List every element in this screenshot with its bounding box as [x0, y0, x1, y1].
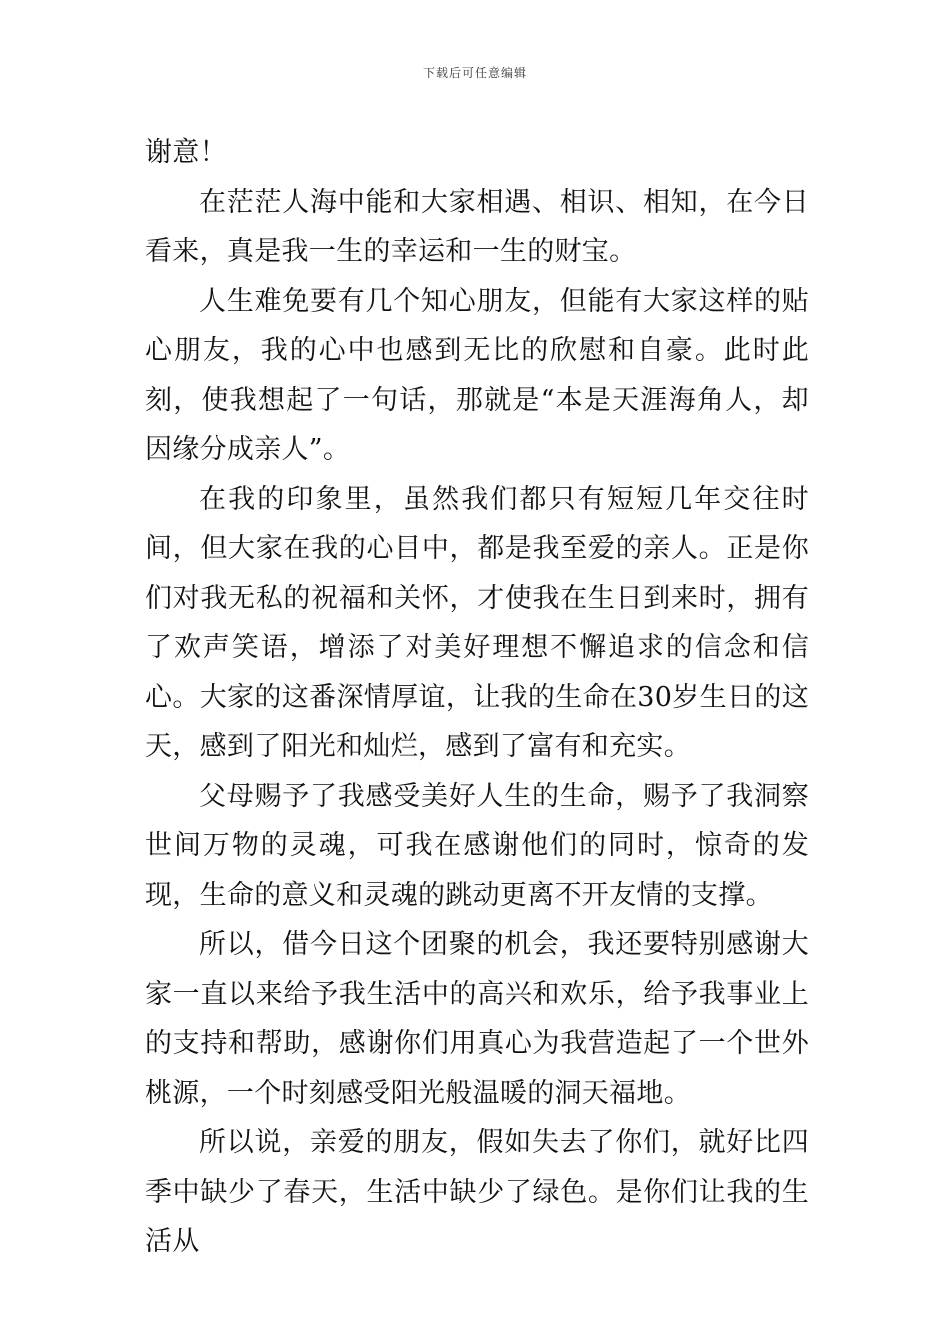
- body-text: [145, 128, 809, 1267]
- paragraph-7: 所以说，亲爱的朋友，假如失去了你们，就好比四季中缺少了春天，生活中缺少了绿色。是你们让我的生活从: [145, 1127, 809, 1257]
- header-note: 下载后可任意编辑: [422, 66, 527, 80]
- paragraph-4: 在我的印象里，虽然我们都只有短短几年交往时间，但大家在我的心目中，都是我至爱的亲人。正是你们对我无私的祝福和关怀，才使我在生日到来时，拥有了欢声笑语，增添了对美好理想不懈追求的信念和信心。大家的这番深情厚谊，让我的生命在30岁生日的这天，感到了阳光和灿烂，感到了富有和充实。: [145, 483, 809, 762]
- paragraph-2: 在茫茫人海中能和大家相遇、相识、相知，在今日看来，真是我一生的幸运和一生的财宝。: [145, 186, 809, 267]
- paragraph-6: 所以，借今日这个团聚的机会，我还要特别感谢大家一直以来给予我生活中的高兴和欢乐，给予我事业上的支持和帮助，感谢你们用真心为我营造起了一个世外桃源，一个时刻感受阳光般温暖的洞天福地。: [145, 929, 809, 1109]
- paragraph-3: 人生难免要有几个知心朋友，但能有大家这样的贴心朋友，我的心中也感到无比的欣慰和自豪。此时此刻，使我想起了一句话，那就是“本是天涯海角人，却因缘分成亲人”。: [145, 285, 809, 465]
- paragraph-1: 谢意！: [145, 137, 227, 168]
- paragraph-5: 父母赐予了我感受美好人生的生命，赐予了我洞察世间万物的灵魂，可我在感谢他们的同时，惊奇的发现，生命的意义和灵魂的跳动更离不开友情的支撑。: [145, 780, 809, 911]
